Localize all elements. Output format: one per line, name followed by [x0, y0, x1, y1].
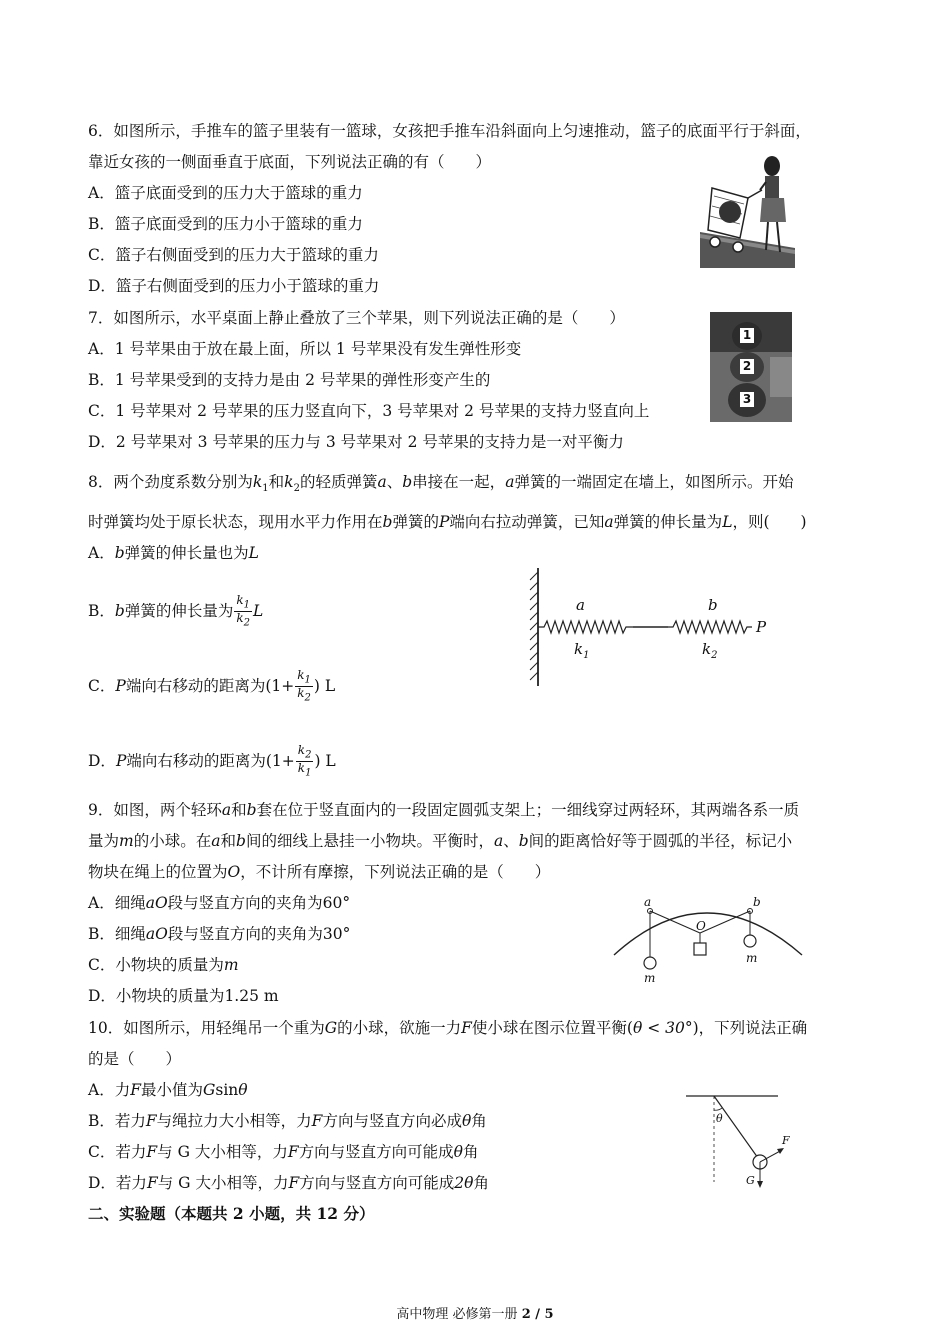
q10-theta: θ	[461, 1112, 472, 1130]
q8-l: L	[722, 513, 733, 531]
q8-text: 的轻质弹簧	[299, 473, 378, 491]
q8-a: a	[377, 473, 387, 491]
q9-text: 套在位于竖直面内的一段固定圆弧支架上；一细线穿过两轻环，其两端各系一质	[256, 801, 800, 819]
q8-b: b	[114, 544, 125, 562]
q10-option-a	[88, 1080, 248, 1100]
q6-option-d: D．篮子右侧面受到的压力小于篮球的重力	[88, 277, 380, 295]
q8-text: 弹簧的伸长量为	[124, 601, 234, 620]
q8-text: 串接在一起，	[412, 473, 506, 491]
q10-text: 方向与竖直方向可能成	[299, 1174, 455, 1192]
q8-fig-k1: k	[574, 640, 584, 658]
q8-d-label: D．	[88, 751, 116, 770]
q8-k1-sub: 1	[305, 767, 312, 779]
q8-k1: k	[297, 761, 306, 776]
q9-text: B．细绳	[88, 925, 146, 943]
q9-a: a	[493, 832, 504, 850]
q9-stem-line3	[88, 862, 550, 882]
q10-f: F	[145, 1112, 157, 1130]
q9-fig-label-b: b	[753, 895, 761, 909]
q9-text: 量为	[88, 832, 120, 850]
q8-a: a	[604, 513, 614, 531]
q10-text: 与绳拉力大小相等，力	[156, 1112, 312, 1130]
q6-option-a: A．篮子底面受到的压力大于篮球的重力	[88, 184, 363, 202]
q10-sin: sin	[215, 1081, 239, 1099]
q10-f: F	[461, 1019, 472, 1037]
q7-option-b: B．1 号苹果受到的支持力是由 2 号苹果的弹性形变产生的	[88, 371, 491, 389]
q10-text: 方向与竖直方向可能成	[298, 1143, 454, 1161]
q10-text: C．若力	[88, 1143, 147, 1161]
q10-theta: θ	[238, 1081, 248, 1099]
apple-label-3: 3	[742, 392, 752, 406]
q9-text: 段与竖直方向的夹角为	[167, 894, 323, 912]
q10-text: 角	[463, 1143, 479, 1161]
q9-text: A．细绳	[88, 894, 146, 912]
q8-p: P	[438, 513, 450, 531]
q8-option-d	[88, 744, 336, 780]
q8-b: b	[114, 601, 125, 620]
q9-m: m	[119, 832, 134, 850]
q9-arc-figure	[610, 893, 810, 993]
q8-stem-line2	[88, 512, 807, 532]
q9-fig-label-m2: m	[746, 951, 758, 965]
q9-text: 的小球。在	[133, 832, 212, 850]
q8-k1-sub: 1	[304, 674, 311, 686]
q9-text: 间的细线上悬挂一小物块。平衡时，	[245, 832, 494, 850]
q8-k1: k	[252, 473, 263, 491]
q8-p: P	[115, 751, 127, 770]
q9-a: a	[211, 832, 221, 850]
q8-text: ) L	[314, 751, 336, 770]
q9-stem-line1	[88, 800, 799, 820]
q9-stem-line2	[88, 831, 792, 851]
q8-option-b	[88, 594, 263, 630]
q8-k1: k	[297, 668, 305, 682]
page-number: 2 / 5	[521, 1307, 554, 1322]
q10-two-theta: 2θ	[454, 1174, 474, 1192]
q8-a: a	[505, 473, 515, 491]
q8-text: 时弹簧均处于原长状态，现用水平力作用在	[88, 513, 383, 531]
q8-fig-label-p: P	[756, 618, 767, 636]
q8-k2: k	[284, 473, 294, 491]
q8-k2-sub: 2	[305, 749, 312, 761]
q6-cart-figure	[700, 150, 795, 270]
q8-k2-sub: 2	[243, 617, 250, 629]
q9-text: 物块在绳上的位置为	[88, 863, 228, 881]
q9-option-d	[88, 986, 279, 1006]
q8-k1-sub: 1	[243, 599, 250, 611]
q9-text: 和	[231, 801, 247, 819]
q7-option-a: A．1 号苹果由于放在最上面，所以 1 号苹果没有发生弹性形变	[88, 340, 522, 358]
q8-p: P	[115, 676, 126, 695]
q8-l: L	[253, 601, 264, 620]
q8-fig-k2: k	[702, 640, 712, 658]
q9-ao: aO	[145, 894, 168, 912]
fraction-k1-over-k2	[234, 594, 252, 630]
q10-theta-condition: θ < 30°	[632, 1019, 693, 1037]
q9-d-value: 1.25 m	[224, 987, 279, 1005]
q10-text: 最小值为	[140, 1081, 203, 1099]
q9-option-a	[88, 893, 350, 913]
q9-text: 9．如图，两个轻环	[88, 801, 222, 819]
q10-text: 角	[471, 1112, 487, 1130]
q9-text: D．小物块的质量为	[88, 987, 225, 1005]
q10-f: F	[287, 1143, 299, 1161]
q10-text: 角	[473, 1174, 489, 1192]
apple-label-1: 1	[742, 328, 752, 342]
q9-option-c	[88, 955, 239, 975]
q9-text: 段与竖直方向的夹角为	[167, 925, 323, 943]
q6-option-c: C．篮子右侧面受到的压力大于篮球的重力	[88, 246, 379, 264]
footer-text: 高中物理 必修第一册	[396, 1307, 522, 1322]
q8-text: 8．两个劲度系数分别为	[88, 473, 253, 491]
q9-text: 和	[220, 832, 236, 850]
q9-ao: aO	[145, 925, 168, 943]
q9-text: C．小物块的质量为	[88, 956, 224, 974]
q10-fig-f: F	[782, 1134, 790, 1147]
q10-option-d	[88, 1173, 489, 1193]
q10-text: 方向与竖直方向必成	[322, 1112, 462, 1130]
q8-fig-k2-sub: 2	[711, 650, 718, 661]
q8-text: 端向右移动的距离为(1+	[125, 676, 295, 695]
q8-k2: k	[297, 743, 306, 757]
q10-fig-g: G	[746, 1174, 755, 1187]
q8-fig-label-k2	[702, 640, 717, 661]
q8-k1-sub: 1	[262, 483, 269, 495]
q9-option-b	[88, 924, 350, 944]
q8-text: ，则( )	[732, 513, 807, 531]
q8-fig-label-k1	[574, 640, 589, 661]
q8-k2-sub: 2	[304, 692, 311, 704]
q6-option-b: B．篮子底面受到的压力小于篮球的重力	[88, 215, 363, 233]
q10-pendulum-figure	[684, 1090, 794, 1190]
q8-k2-sub: 2	[293, 483, 300, 495]
page-footer	[0, 1303, 950, 1322]
q6-stem-line1: 6．如图所示，手推车的篮子里装有一篮球，女孩把手推车沿斜面向上匀速推动，篮子的底面平行于斜面，	[88, 122, 811, 140]
q9-b: b	[518, 832, 529, 850]
q10-text: 与 G 大小相等，力	[157, 1143, 288, 1161]
q8-l: L	[248, 544, 259, 562]
q8-b-label: B．	[88, 601, 115, 620]
q10-stem-line1	[88, 1018, 807, 1038]
q8-fig-label-b: b	[708, 596, 718, 614]
q8-text: 弹簧的伸长量也为	[124, 544, 249, 562]
q10-option-c	[88, 1142, 479, 1162]
q9-text: 、	[503, 832, 519, 850]
q10-text: 的小球，欲施一力	[337, 1019, 462, 1037]
q8-c-label: C．	[88, 676, 116, 695]
q9-b-value: 30°	[322, 925, 351, 943]
q8-fig-k1-sub: 1	[583, 650, 590, 661]
q6-stem-line2: 靠近女孩的一侧面垂直于底面，下列说法正确的有（ ）	[88, 153, 492, 171]
q8-text: 端向右拉动弹簧，已知	[449, 513, 605, 531]
q10-text: 与 G 大小相等，力	[157, 1174, 289, 1192]
q8-fig-label-a: a	[576, 596, 585, 614]
q10-f: F	[146, 1174, 158, 1192]
q10-stem-line2: 的是（ ）	[88, 1050, 182, 1068]
q8-text: 弹簧的一端固定在墙上，如图所示。开始	[514, 473, 794, 491]
q7-option-c: C．1 号苹果对 2 号苹果的压力竖直向下，3 号苹果对 2 号苹果的支持力竖直向上	[88, 402, 650, 420]
q8-text: 弹簧的	[392, 513, 439, 531]
q10-text: )，下列说法正确	[692, 1019, 808, 1037]
q10-text: 使小球在图示位置平衡(	[471, 1019, 633, 1037]
q10-text: A．力	[88, 1081, 131, 1099]
q10-text: 10．如图所示，用轻绳吊一个重为	[88, 1019, 325, 1037]
fraction-k1-over-k2	[295, 669, 313, 705]
q8-b: b	[382, 513, 393, 531]
q9-b: b	[246, 801, 257, 819]
q10-theta: θ	[453, 1143, 464, 1161]
q8-k2: k	[236, 611, 244, 626]
q10-fig-theta: θ	[716, 1112, 723, 1125]
q8-text: ) L	[313, 676, 336, 695]
q8-b: b	[402, 473, 413, 491]
q8-k2: k	[297, 686, 305, 701]
q9-a: a	[221, 801, 232, 819]
q7-option-d: D．2 号苹果对 3 号苹果的压力与 3 号苹果对 2 号苹果的支持力是一对平衡力	[88, 433, 624, 451]
apple-label-2: 2	[742, 359, 752, 373]
q8-text: 、	[386, 473, 403, 491]
q9-m: m	[223, 956, 239, 974]
q10-g: G	[324, 1019, 338, 1037]
q8-text: 弹簧的伸长量为	[613, 513, 723, 531]
q8-k1: k	[236, 593, 244, 607]
q8-spring-figure	[528, 566, 778, 688]
q10-text: B．若力	[88, 1112, 146, 1130]
q7-stem: 7．如图所示，水平桌面上静止叠放了三个苹果，则下列说法正确的是（ ）	[88, 309, 625, 327]
section-title-experiment: 二、实验题（本题共 2 小题，共 12 分）	[88, 1204, 375, 1223]
q10-f: F	[311, 1112, 323, 1130]
q8-stem-line1	[88, 472, 793, 499]
q9-b: b	[236, 832, 246, 850]
q9-fig-label-o: O	[696, 919, 706, 933]
q8-option-c	[88, 669, 335, 705]
q10-text: D．若力	[88, 1174, 147, 1192]
q8-a-label: A．	[88, 544, 115, 562]
q8-text: 端向右移动的距离为(1+	[126, 751, 295, 770]
q10-f: F	[288, 1174, 300, 1192]
fraction-k2-over-k1	[296, 744, 314, 780]
q9-fig-label-a: a	[644, 895, 652, 909]
q10-f: F	[130, 1081, 141, 1099]
q10-option-b	[88, 1111, 487, 1131]
q8-option-a	[88, 543, 259, 563]
q9-o: O	[227, 863, 241, 881]
q9-text: 间的距离恰好等于圆弧的半径，标记小	[528, 832, 793, 850]
q7-apples-figure	[710, 312, 792, 422]
q10-g: G	[202, 1081, 216, 1099]
q9-fig-label-m1: m	[644, 971, 656, 985]
q9-text: ，不计所有摩擦，下列说法正确的是（ ）	[240, 863, 551, 881]
q9-a-value: 60°	[322, 894, 351, 912]
q10-f: F	[146, 1143, 158, 1161]
q8-text: 和	[268, 473, 285, 491]
